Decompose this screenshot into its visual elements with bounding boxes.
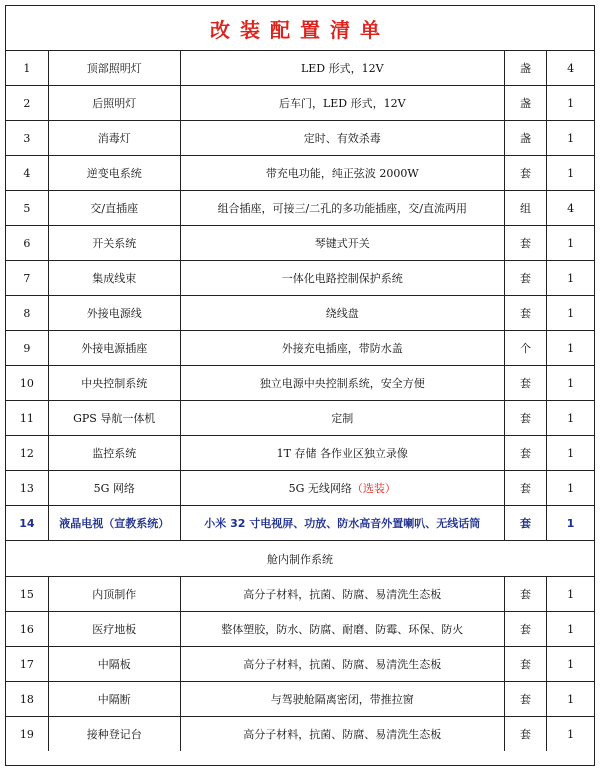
item-description-text: 高分子材料，抗菌、防腐、易清洗生态板 <box>243 658 442 671</box>
item-description-text: 绕线盘 <box>325 307 359 320</box>
item-name-text: 逆变电系统 <box>86 167 142 180</box>
item-unit-text: 套 <box>520 167 532 180</box>
item-unit-text: 套 <box>520 447 532 460</box>
item-name <box>48 331 180 366</box>
item-name-text: 顶部照明灯 <box>86 62 142 75</box>
item-description-text: 带充电功能，纯正弦波 2000W <box>265 167 419 180</box>
table-row <box>6 436 594 471</box>
item-number-text: 19 <box>19 727 34 741</box>
item-number-text: 17 <box>19 657 34 671</box>
item-quantity <box>547 471 594 506</box>
item-description <box>180 296 504 331</box>
item-quantity-text: 1 <box>567 236 575 250</box>
item-quantity <box>547 261 594 296</box>
item-number-text: 2 <box>23 96 31 110</box>
item-unit-text: 套 <box>520 693 532 706</box>
item-description-text: 1T 存储 各作业区独立录像 <box>276 447 408 460</box>
item-unit-text: 套 <box>520 728 532 741</box>
item-quantity <box>547 331 594 366</box>
item-quantity-text: 1 <box>567 481 575 495</box>
item-number <box>6 226 48 261</box>
item-quantity <box>547 717 594 752</box>
item-unit-text: 套 <box>520 272 532 285</box>
item-quantity <box>547 401 594 436</box>
item-number <box>6 682 48 717</box>
item-unit <box>504 577 546 612</box>
item-quantity-text: 4 <box>567 201 575 215</box>
table-row <box>6 506 594 541</box>
item-description-text: 组合插座，可接三/二孔的多功能插座，交/直流两用 <box>217 202 467 215</box>
item-description <box>180 436 504 471</box>
table-row <box>6 647 594 682</box>
item-number <box>6 296 48 331</box>
item-quantity-text: 1 <box>567 411 575 425</box>
table-row <box>6 401 594 436</box>
item-name <box>48 121 180 156</box>
config-list-sheet <box>5 5 595 766</box>
section-row <box>6 541 594 577</box>
item-unit-text: 套 <box>520 307 532 320</box>
item-number <box>6 401 48 436</box>
item-quantity-text: 1 <box>567 446 575 460</box>
item-unit-text: 套 <box>520 412 532 425</box>
item-name-text: 交/直插座 <box>90 202 139 215</box>
item-number <box>6 506 48 541</box>
item-name-text: 开关系统 <box>92 237 137 250</box>
item-name <box>48 612 180 647</box>
item-name <box>48 647 180 682</box>
item-unit <box>504 436 546 471</box>
item-number <box>6 717 48 752</box>
item-quantity-text: 1 <box>567 727 575 741</box>
item-unit <box>504 682 546 717</box>
item-unit <box>504 366 546 401</box>
item-description <box>180 51 504 86</box>
table-row <box>6 331 594 366</box>
item-description-text: 琴键式开关 <box>314 237 370 250</box>
item-quantity-text: 1 <box>567 306 575 320</box>
item-unit <box>504 261 546 296</box>
item-name-text: 医疗地板 <box>92 623 137 636</box>
item-quantity <box>547 191 594 226</box>
item-name-text: 5G 网络 <box>93 482 135 495</box>
item-name <box>48 577 180 612</box>
item-description <box>180 471 504 506</box>
item-quantity <box>547 647 594 682</box>
table-row <box>6 191 594 226</box>
item-description-text: 高分子材料，抗菌、防腐、易清洗生态板 <box>243 728 442 741</box>
item-description <box>180 261 504 296</box>
item-description-text: 一体化电路控制保护系统 <box>281 272 403 285</box>
item-number-text: 5 <box>23 201 31 215</box>
item-name <box>48 51 180 86</box>
item-number-text: 14 <box>19 516 35 530</box>
item-number-text: 7 <box>23 271 31 285</box>
item-number <box>6 647 48 682</box>
item-quantity <box>547 86 594 121</box>
table-row <box>6 121 594 156</box>
item-unit <box>504 191 546 226</box>
item-description <box>180 401 504 436</box>
item-unit-text: 盏 <box>520 62 532 75</box>
item-unit <box>504 86 546 121</box>
item-description-text: 独立电源中央控制系统，安全方便 <box>259 377 425 390</box>
item-description <box>180 577 504 612</box>
item-description <box>180 506 504 541</box>
item-name-text: 内顶制作 <box>92 588 137 601</box>
item-quantity <box>547 156 594 191</box>
item-number <box>6 156 48 191</box>
item-quantity <box>547 51 594 86</box>
item-name <box>48 436 180 471</box>
item-unit <box>504 51 546 86</box>
item-name <box>48 401 180 436</box>
item-number-text: 10 <box>19 376 34 390</box>
item-number-text: 16 <box>19 622 34 636</box>
item-unit <box>504 612 546 647</box>
item-unit-text: 盏 <box>520 97 532 110</box>
item-number-text: 6 <box>23 236 31 250</box>
table-row <box>6 51 594 86</box>
item-number <box>6 436 48 471</box>
item-description <box>180 156 504 191</box>
item-description <box>180 121 504 156</box>
item-quantity <box>547 612 594 647</box>
item-name <box>48 506 180 541</box>
item-description <box>180 612 504 647</box>
item-unit-text: 套 <box>520 623 532 636</box>
config-table <box>6 51 594 751</box>
config-table-body <box>6 51 594 751</box>
item-number <box>6 121 48 156</box>
item-description <box>180 86 504 121</box>
item-description <box>180 647 504 682</box>
item-unit-text: 套 <box>520 658 532 671</box>
item-description-text: 后车门，LED 形式，12V <box>278 97 406 110</box>
item-name-text: 中央控制系统 <box>81 377 148 390</box>
item-number-text: 13 <box>19 481 34 495</box>
item-number-text: 3 <box>23 131 31 145</box>
item-name-text: 中隔断 <box>97 693 131 706</box>
item-quantity-text: 1 <box>567 271 575 285</box>
item-unit-text: 套 <box>520 482 532 495</box>
item-name <box>48 682 180 717</box>
optional-note: （选装） <box>351 482 396 495</box>
item-description <box>180 331 504 366</box>
item-number-text: 18 <box>19 692 34 706</box>
item-name-text: 消毒灯 <box>97 132 131 145</box>
item-quantity <box>547 121 594 156</box>
title-row <box>6 6 594 51</box>
item-number <box>6 51 48 86</box>
item-name-text: 外接电源插座 <box>81 342 148 355</box>
item-number-text: 4 <box>23 166 31 180</box>
item-unit-text: 套 <box>520 237 532 250</box>
item-name <box>48 86 180 121</box>
table-row <box>6 717 594 752</box>
item-number <box>6 191 48 226</box>
item-quantity-text: 1 <box>567 131 575 145</box>
item-name <box>48 717 180 752</box>
item-number-text: 1 <box>23 61 31 75</box>
table-row <box>6 471 594 506</box>
item-unit <box>504 401 546 436</box>
table-row <box>6 682 594 717</box>
item-unit <box>504 226 546 261</box>
item-description-text: 定时、有效杀毒 <box>303 132 381 145</box>
item-name-text: 集成线束 <box>92 272 137 285</box>
item-unit-text: 套 <box>520 588 532 601</box>
item-description-text: 整体塑胶，防水、防腐、耐磨、防霉、环保、防火 <box>221 623 464 636</box>
item-quantity <box>547 366 594 401</box>
item-name-text: 接种登记台 <box>86 728 142 741</box>
item-quantity <box>547 436 594 471</box>
item-number <box>6 471 48 506</box>
item-number-text: 11 <box>19 411 34 425</box>
table-row <box>6 261 594 296</box>
item-name <box>48 366 180 401</box>
item-description-text: 定制 <box>331 412 354 425</box>
section-title: 舱内制作系统 <box>6 541 594 577</box>
item-name <box>48 261 180 296</box>
item-unit <box>504 296 546 331</box>
item-unit-text: 套 <box>520 377 532 390</box>
item-name-text: GPS 导航一体机 <box>73 412 156 425</box>
item-unit <box>504 647 546 682</box>
item-number-text: 12 <box>19 446 34 460</box>
item-number <box>6 86 48 121</box>
item-description <box>180 226 504 261</box>
item-number <box>6 331 48 366</box>
item-unit <box>504 506 546 541</box>
item-quantity <box>547 296 594 331</box>
item-quantity <box>547 577 594 612</box>
item-description <box>180 191 504 226</box>
item-unit-text: 套 <box>520 517 532 530</box>
item-description-text: 5G 无线网络 <box>288 482 352 495</box>
item-unit <box>504 331 546 366</box>
item-number <box>6 261 48 296</box>
table-row <box>6 156 594 191</box>
item-description <box>180 366 504 401</box>
item-unit <box>504 156 546 191</box>
item-name <box>48 296 180 331</box>
item-quantity-text: 1 <box>567 692 575 706</box>
table-row <box>6 577 594 612</box>
item-number <box>6 577 48 612</box>
item-quantity <box>547 226 594 261</box>
item-description-text: LED 形式，12V <box>300 62 384 75</box>
item-unit-text: 盏 <box>520 132 532 145</box>
item-description <box>180 717 504 752</box>
item-name-text: 监控系统 <box>92 447 137 460</box>
item-quantity <box>547 506 594 541</box>
item-number <box>6 366 48 401</box>
item-name-text: 外接电源线 <box>86 307 142 320</box>
item-quantity-text: 1 <box>567 376 575 390</box>
item-name-text: 液晶电视（宣教系统） <box>59 517 170 530</box>
item-quantity <box>547 682 594 717</box>
item-description-text: 小米 32 寸电视屏、功放、防水高音外置喇叭、无线话筒 <box>204 517 481 530</box>
item-quantity-text: 1 <box>567 96 575 110</box>
item-quantity-text: 1 <box>567 657 575 671</box>
table-row <box>6 366 594 401</box>
item-number-text: 8 <box>23 306 31 320</box>
table-row <box>6 226 594 261</box>
item-description <box>180 682 504 717</box>
item-description-text: 外接充电插座，带防水盖 <box>281 342 403 355</box>
item-unit <box>504 717 546 752</box>
item-name <box>48 226 180 261</box>
item-name <box>48 191 180 226</box>
item-number <box>6 612 48 647</box>
item-quantity-text: 1 <box>567 166 575 180</box>
item-description-text: 与驾驶舱隔离密闭，带推拉窗 <box>270 693 414 706</box>
item-name-text: 中隔板 <box>97 658 131 671</box>
table-row <box>6 86 594 121</box>
item-unit <box>504 121 546 156</box>
table-row <box>6 612 594 647</box>
page-title: 改装配置清单 <box>210 17 390 42</box>
item-quantity-text: 1 <box>567 622 575 636</box>
table-row <box>6 296 594 331</box>
item-quantity-text: 1 <box>567 341 575 355</box>
item-name-text: 后照明灯 <box>92 97 137 110</box>
item-name <box>48 156 180 191</box>
item-unit-text: 个 <box>520 342 532 355</box>
item-unit <box>504 471 546 506</box>
item-description-text: 高分子材料，抗菌、防腐、易清洗生态板 <box>243 588 442 601</box>
item-unit-text: 组 <box>520 202 532 215</box>
item-quantity-text: 1 <box>567 587 575 601</box>
item-name <box>48 471 180 506</box>
item-quantity-text: 1 <box>566 516 575 530</box>
item-quantity-text: 4 <box>567 61 575 75</box>
item-number-text: 9 <box>23 341 31 355</box>
item-number-text: 15 <box>19 587 34 601</box>
